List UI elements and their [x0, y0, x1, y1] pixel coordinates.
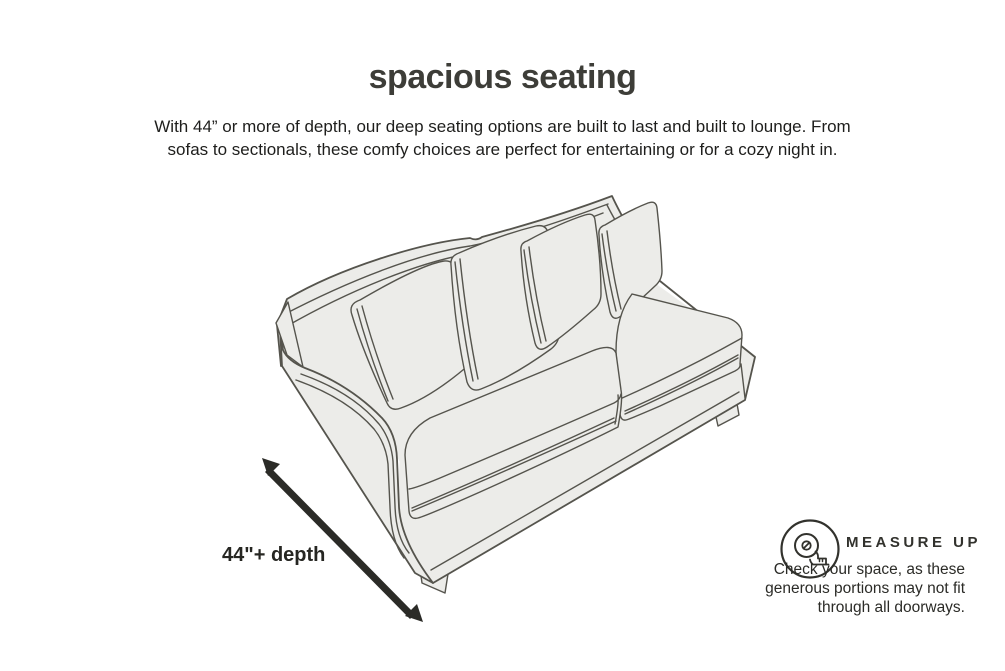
measure-note-line-1: Check your space, as these: [773, 561, 965, 578]
depth-dimension-label: 44"+ depth: [222, 544, 326, 566]
intro-line-2: sofas to sectionals, these comfy choices are perfect for entertaining or for a cozy night in.: [167, 140, 838, 159]
page-title: spacious seating: [368, 58, 637, 96]
measure-note-line-2: generous portions may not fit: [765, 580, 965, 597]
measure-up-heading: MEASURE UP: [846, 534, 982, 551]
intro-line-1: With 44” or more of depth, our deep seating options are built to last and built to lounge. From: [154, 117, 851, 136]
measure-up-note: [735, 560, 965, 617]
measure-note-line-3: through all doorways.: [817, 599, 965, 616]
